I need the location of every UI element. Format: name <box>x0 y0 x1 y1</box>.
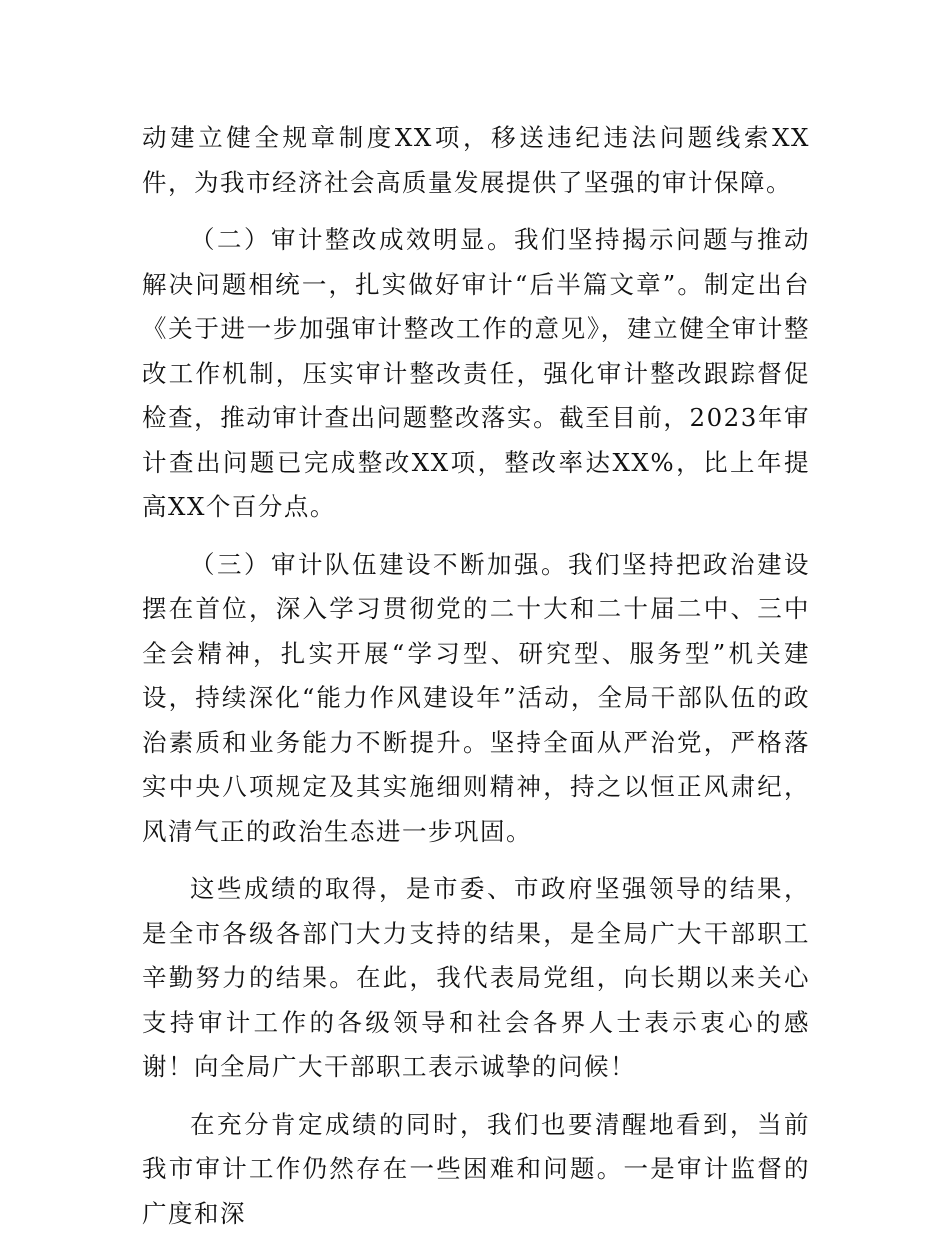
paragraph-audit-team-building: （三）审计队伍建设不断加强。我们坚持把政治建设摆在首位，深入学习贯彻党的二十大和二十届二中、三中全会精神，扎实开展“学习型、研究型、服务型”机关建设，持续深化“能力作风建设年”活动，全局干部队伍的政治素质和业务能力不断提升。坚持全面从严治党，严格落实中央八项规定及其实施细则精神，持之以恒正风肃纪，风清气正的政治生态进一步巩固。 <box>142 543 810 855</box>
document-page <box>142 116 810 1236</box>
paragraph-acknowledgement: 这些成绩的取得，是市委、市政府坚强领导的结果，是全市各级各部门大力支持的结果，是全局广大干部职工辛勤努力的结果。在此，我代表局党组，向长期以来关心支持审计工作的各级领导和社会各界人士表示衷心的感谢！向全局广大干部职工表示诚挚的问候！ <box>142 867 810 1090</box>
paragraph-problems: 在充分肯定成绩的同时，我们也要清醒地看到，当前我市审计工作仍然存在一些困难和问题。一是审计监督的广度和深 <box>142 1103 810 1236</box>
paragraph-continuation: 动建立健全规章制度XX项，移送违纪违法问题线索XX件，为我市经济社会高质量发展提供了坚强的审计保障。 <box>142 116 810 205</box>
paragraph-audit-rectification: （二）审计整改成效明显。我们坚持揭示问题与推动解决问题相统一，扎实做好审计“后半篇文章”。制定出台《关于进一步加强审计整改工作的意见》，建立健全审计整改工作机制，压实审计整改责任，强化审计整改跟踪督促检查，推动审计查出问题整改落实。截至目前，2023年审计查出问题已完成整改XX项，整改率达XX%，比上年提高XX个百分点。 <box>142 218 810 530</box>
